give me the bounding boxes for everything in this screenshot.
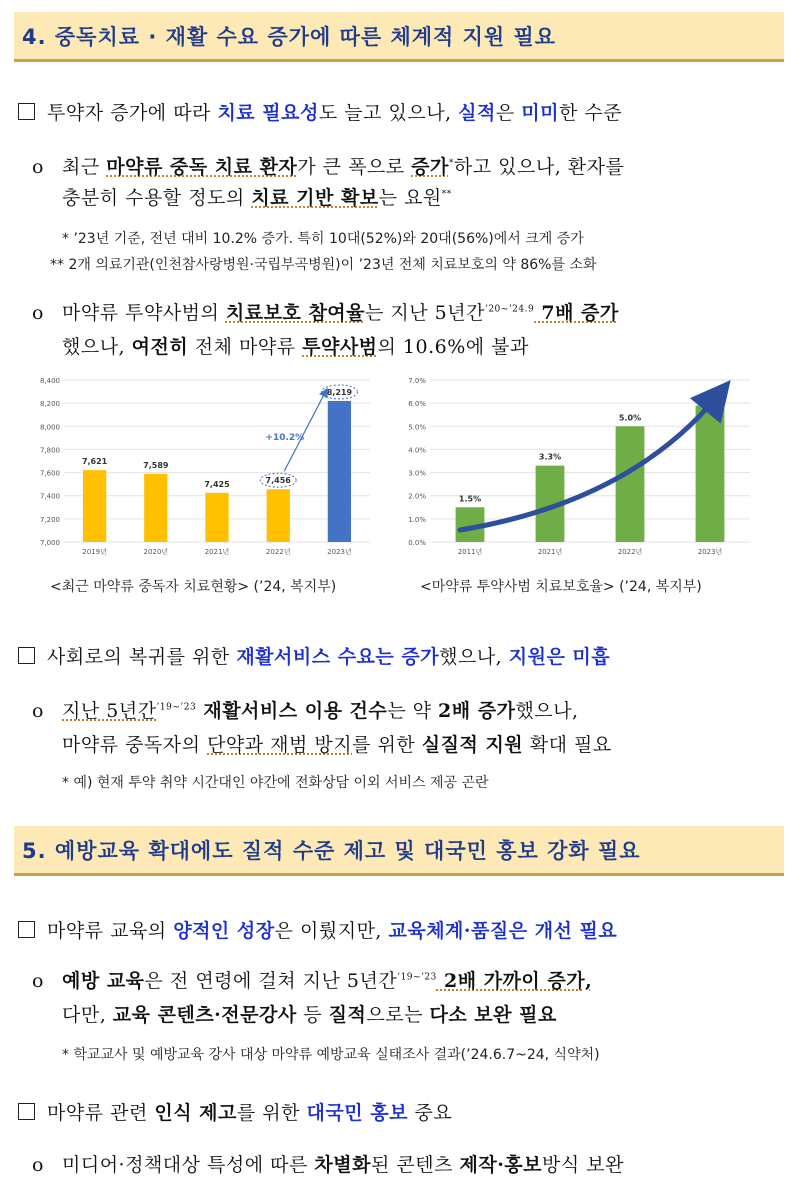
y-tick-label: 8,000 bbox=[39, 423, 60, 432]
text: 충분히 수용할 정도의 bbox=[62, 187, 252, 209]
treatment-rate-chart-svg bbox=[400, 370, 760, 570]
data-label: 5.0% bbox=[618, 413, 642, 423]
footnote-2: ** 2개 의료기관(인천참사랑병원·국립부곡병원)이 ’23년 전체 치료보호의 약 86%를 소화 bbox=[50, 257, 597, 273]
data-label: 8,219 bbox=[326, 387, 353, 397]
text: 했으나, bbox=[439, 646, 509, 668]
bar bbox=[696, 405, 725, 542]
text-bold: 질적 bbox=[328, 1004, 367, 1026]
x-tick-label: 2022년 bbox=[265, 548, 291, 556]
y-tick-label: 4.0% bbox=[408, 446, 426, 455]
text: 마약류 교육의 bbox=[47, 920, 174, 942]
text: 를 위한 bbox=[236, 1102, 307, 1124]
text: 지난 5년간 bbox=[62, 700, 157, 722]
footnote-4: * 학교교사 및 예방교육 강사 대상 마약류 예방교육 실태조사 결과(’24.6.7~24, 식약처) bbox=[62, 1047, 600, 1063]
text-bold: 교육 콘텐츠·전문강사 bbox=[112, 1004, 297, 1026]
section-4-subpoint-1-line-2 bbox=[62, 183, 452, 210]
bar bbox=[267, 489, 290, 542]
text: 사회로의 복귀를 위한 bbox=[47, 646, 237, 668]
bar bbox=[83, 470, 106, 542]
text: 미디어·정책대상 특성에 따른 bbox=[62, 1154, 315, 1176]
x-tick-label: 2022년 bbox=[617, 548, 643, 556]
section-5-point-1 bbox=[18, 916, 617, 943]
y-tick-label: 2.0% bbox=[408, 492, 426, 501]
data-label: 7,621 bbox=[81, 457, 108, 467]
square-bullet-icon bbox=[18, 647, 35, 664]
text: 으로는 bbox=[366, 1004, 430, 1026]
section-4-title: 4. 중독치료 · 재활 수요 증가에 따른 체계적 지원 필요 bbox=[14, 12, 784, 62]
data-label: 7,456 bbox=[265, 476, 291, 486]
text-emphasis: 실적 bbox=[458, 102, 496, 124]
treatment-rate-chart bbox=[400, 370, 760, 574]
text-emphasis: 대국민 홍보 bbox=[306, 1102, 408, 1124]
x-tick-label: 2021년 bbox=[537, 548, 563, 556]
bar bbox=[205, 493, 228, 542]
text: 마약류 관련 bbox=[47, 1102, 155, 1124]
text-bold: 2배 증가 bbox=[438, 700, 516, 722]
text: 를 위한 bbox=[352, 734, 422, 756]
bar bbox=[144, 474, 167, 542]
square-bullet-icon bbox=[18, 1103, 35, 1120]
footnote-mark: * bbox=[448, 158, 454, 169]
circle-bullet-icon: o bbox=[32, 970, 44, 992]
text-emphasis: 양적인 성장 bbox=[173, 920, 275, 942]
treatment-chart-svg bbox=[30, 370, 380, 570]
x-tick-label: 2019년 bbox=[82, 548, 107, 556]
footnote-mark: ’20~’24.9 bbox=[484, 304, 535, 315]
data-label: 7,425 bbox=[204, 479, 230, 489]
section-5-subpoint-1-line-2 bbox=[62, 1000, 557, 1027]
data-label: 1.5% bbox=[458, 494, 482, 504]
text: 방식 보완 bbox=[542, 1154, 624, 1176]
chart-caption-left: <최근 마약류 중독자 치료현황> (’24, 복지부) bbox=[50, 579, 337, 595]
text-bold: 치료보호 참여율 bbox=[225, 302, 366, 324]
text-emphasis: 교육체계·품질은 개선 필요 bbox=[388, 920, 618, 942]
bar bbox=[616, 426, 645, 542]
y-tick-label: 0.0% bbox=[408, 539, 426, 547]
text: 다만, bbox=[62, 1004, 113, 1026]
chart-caption-right: <마약류 투약사범 치료보호율> (’24, 복지부) bbox=[420, 579, 702, 595]
y-tick-label: 7,200 bbox=[39, 515, 60, 524]
text: 은 bbox=[495, 102, 522, 124]
text: 한 수준 bbox=[558, 102, 623, 124]
text: 는 요원 bbox=[378, 187, 442, 209]
footnote-mark: ’19~’23 bbox=[397, 972, 437, 983]
y-tick-label: 1.0% bbox=[408, 515, 426, 524]
text-bold: 실질적 지원 bbox=[421, 734, 524, 756]
footnote-1: * ’23년 기준, 전년 대비 10.2% 증가. 특히 10대(52%)와 20대(56%)에서 크게 증가 bbox=[62, 231, 584, 247]
text: 전체 마약류 bbox=[188, 336, 303, 358]
footnote-3: * 예) 현재 투약 취약 시간대인 야간에 전화상담 이외 서비스 제공 곤란 bbox=[62, 775, 489, 791]
text: 는 약 bbox=[387, 700, 439, 722]
text-bold: 증가 bbox=[411, 156, 449, 178]
circle-bullet-icon: o bbox=[32, 700, 44, 722]
section-4-point-1 bbox=[18, 98, 622, 125]
text: 했으나, bbox=[515, 700, 579, 722]
growth-annotation: +10.2% bbox=[265, 433, 305, 444]
trend-arrow bbox=[460, 395, 718, 530]
y-tick-label: 8,400 bbox=[39, 377, 60, 385]
x-tick-label: 2011년 bbox=[457, 548, 483, 556]
text-emphasis: 지원은 미흡 bbox=[508, 646, 611, 668]
text-emphasis: 치료 필요성 bbox=[217, 102, 319, 124]
text: 가 큰 폭으로 bbox=[297, 156, 412, 178]
section-4-subpoint-3-line-2 bbox=[62, 730, 612, 757]
y-tick-label: 7.0% bbox=[408, 377, 426, 385]
text-bold: 예방 교육 bbox=[62, 970, 145, 992]
increase-arrow bbox=[284, 392, 325, 471]
circle-bullet-icon: o bbox=[32, 302, 44, 324]
y-tick-label: 7,600 bbox=[39, 469, 60, 478]
text-bold: 마약류 중독 치료 환자 bbox=[106, 156, 298, 178]
section-4-subpoint-2-line-2 bbox=[62, 332, 529, 359]
y-tick-label: 7,800 bbox=[39, 446, 60, 455]
section-5-subpoint-1-line-1 bbox=[32, 966, 592, 993]
section-4-subpoint-2-line-1 bbox=[32, 298, 619, 325]
text: 된 콘텐츠 bbox=[370, 1154, 460, 1176]
text-bold: 투약사범 bbox=[302, 336, 378, 358]
square-bullet-icon bbox=[18, 921, 35, 938]
circle-bullet-icon: o bbox=[32, 156, 44, 178]
text: 마약류 투약사범의 bbox=[62, 302, 226, 324]
text: 했으나, bbox=[62, 336, 132, 358]
text-bold: 차별화 bbox=[314, 1154, 371, 1176]
text-bold: 인식 제고 bbox=[154, 1102, 237, 1124]
x-tick-label: 2023년 bbox=[697, 548, 723, 556]
x-tick-label: 2021년 bbox=[204, 548, 230, 556]
text: 하고 있으나, 환자를 bbox=[453, 156, 625, 178]
x-tick-label: 2020년 bbox=[143, 548, 169, 556]
bar bbox=[328, 401, 351, 542]
square-bullet-icon bbox=[18, 103, 35, 120]
footnote-mark: ** bbox=[441, 189, 452, 200]
text-emphasis: 미미 bbox=[521, 102, 559, 124]
text-bold: 치료 기반 확보 bbox=[251, 187, 379, 209]
section-5-point-2 bbox=[18, 1098, 452, 1125]
y-tick-label: 3.0% bbox=[408, 469, 426, 478]
y-tick-label: 7,400 bbox=[39, 492, 60, 501]
text: 최근 bbox=[62, 156, 107, 178]
section-4-point-2 bbox=[18, 642, 610, 669]
circle-bullet-icon: o bbox=[32, 1154, 44, 1176]
data-label: 3.3% bbox=[538, 452, 562, 462]
text: 단약과 재범 방지 bbox=[207, 734, 353, 756]
section-5-title: 5. 예방교육 확대에도 질적 수준 제고 및 대국민 홍보 강화 필요 bbox=[14, 826, 784, 876]
text: 투약자 증가에 따라 bbox=[47, 102, 218, 124]
text: 는 지난 5년간 bbox=[365, 302, 485, 324]
text: 도 늘고 있으나, bbox=[318, 102, 459, 124]
section-5-subpoint-2 bbox=[32, 1150, 624, 1177]
text: 확대 필요 bbox=[523, 734, 612, 756]
footnote-mark: ’19~’23 bbox=[156, 702, 197, 713]
text: 의 10.6%에 불과 bbox=[377, 336, 529, 358]
y-tick-label: 8,200 bbox=[39, 400, 60, 409]
text: 중요 bbox=[407, 1102, 453, 1124]
x-tick-label: 2023년 bbox=[327, 548, 352, 556]
y-tick-label: 7,000 bbox=[39, 539, 60, 547]
text: 은 전 연령에 걸쳐 지난 5년간 bbox=[144, 970, 398, 992]
section-4-subpoint-3-line-1 bbox=[32, 696, 579, 723]
text-bold: 여전히 bbox=[131, 336, 189, 358]
y-tick-label: 6.0% bbox=[408, 400, 426, 409]
y-tick-label: 5.0% bbox=[408, 423, 426, 432]
data-label: 5.9% bbox=[698, 392, 722, 402]
treatment-chart bbox=[30, 370, 380, 574]
text: 마약류 중독자의 bbox=[62, 734, 208, 756]
text-emphasis: 재활서비스 수요는 증가 bbox=[236, 646, 440, 668]
text: 등 bbox=[296, 1004, 329, 1026]
text: 은 이뤘지만, bbox=[274, 920, 389, 942]
text-bold: 2배 가까이 증가, bbox=[436, 970, 593, 992]
text-bold: 제작·홍보 bbox=[459, 1154, 543, 1176]
section-4-subpoint-1-line-1 bbox=[32, 152, 624, 179]
text-bold: 7배 증가 bbox=[534, 302, 619, 324]
text-bold: 다소 보완 필요 bbox=[429, 1004, 557, 1026]
text-bold: 재활서비스 이용 건수 bbox=[196, 700, 388, 722]
data-label: 7,589 bbox=[143, 460, 169, 470]
